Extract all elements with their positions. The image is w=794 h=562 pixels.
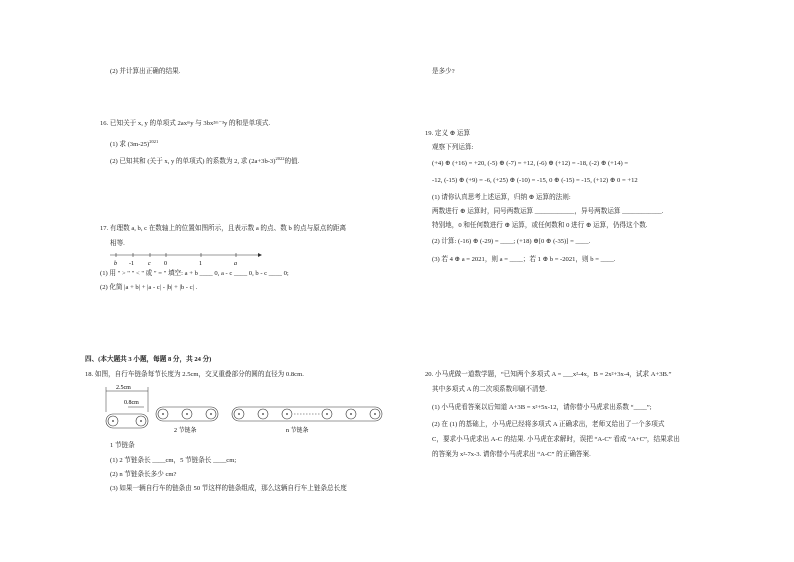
label-c: c [148,261,151,267]
label-n-links: n 节链条 [286,428,309,434]
q16-part2-exponent: 2022 [275,156,285,161]
dim-inner-label: 0.8cm [124,400,139,406]
q16-part2-end: 的值. [284,158,300,165]
q15-part2: (2) 并计算出正确的结果. [110,68,181,75]
number-line [108,250,268,268]
q18-part1: (1) 2 节链条长 ____cm，5 节链条长 ____cm; [110,457,237,464]
q19-part1: (1) 请你认真思考上述运算，归纳 ⊕ 运算的法则: [432,194,571,201]
section-4-header: 四、(本大题共 3 小题，每题 8 分，共 24 分) [85,356,212,363]
q19-examples-1: (+4) ⊕ (+16) = +20, (-5) ⊕ (-7) = +12, (-6) ⊕ (+12) = -18, (-2) ⊕ (+14) = [432,160,629,167]
q18-stem: 18. 如图，自行车链条每节长度为 2.5cm，交叉重叠部分的圆的直径为 0.8cm. [85,371,304,378]
q18-part2: (2) n 节链条长多少 cm? [110,471,177,478]
q20-stem-cont: 其中多项式 A 的二次项系数印刷不清楚. [432,386,547,393]
q19-examples-2: -12, (-15) ⊕ (+9) = -6, (+25) ⊕ (-10) = -15, 0 ⊕ (-15) = -15, (+12) ⊕ 0 = +12 [432,177,638,184]
dim-outer-label: 2.5cm [116,385,131,391]
q19-rule-2: 特别地，0 和任何数进行 ⊕ 运算，或任何数和 0 进行 ⊕ 运算，仍得这个数. [432,222,648,229]
linkn-dot-6 [374,413,376,415]
chain-diagram [100,384,400,440]
q19-observe: 观察下列运算: [432,144,474,151]
q20-stem: 20. 小马虎做一道数学题，“已知两个多项式 A = ___x²-4x，B = 2x²+3x-4，试求 A+3B.” [425,371,672,378]
linkn-dot-4 [326,413,328,415]
linkn-dot-3 [286,413,288,415]
q20-part2-cont: C，要求小马虎求出 A-C 的结果. 小马虎在求解时，误把 “A-C” 看成 “A+C”，结果求出 [432,436,680,443]
label-a: a [234,261,237,267]
linkn-dot-5 [350,413,352,415]
q16-part1-text: (1) 求 (3m-25) [110,141,150,148]
link1-dot-left [112,420,114,422]
label-b: b [114,261,117,267]
number-line-arrow [258,253,262,257]
q19-title: 19. 定义 ⊕ 运算 [425,130,471,137]
q18-continued: 是多少? [432,68,455,75]
q16-part1-exponent: 2021 [149,139,159,144]
q17-part1: (1) 用 " > " " < " 或 " = " 填空: a + b ____ 0, a - c ____ 0, b - c ____ 0; [100,270,289,277]
q16-part1 [110,138,158,149]
q18-part3: (3) 如果一辆自行车的链条由 50 节这样的链条组成，那么这辆自行车上链条总长度 [110,485,347,492]
q17-stem: 17. 有理数 a, b, c 在数轴上的位置如图所示，且表示数 a 的点、数 b 的点与原点的距离 [100,225,347,232]
linkn-dot-2 [262,413,264,415]
label-minus-1: -1 [129,261,134,267]
q16-part2 [110,155,299,166]
linkn-dot-1 [238,413,240,415]
q19-rule-1: 两数进行 ⊕ 运算时，同号两数运算 ____________，异号两数运算 ____________. [432,208,664,215]
link2-dot-3 [210,413,212,415]
label-1-link: 1 节链条 [110,442,135,449]
q20-part1: (1) 小马虎看答案以后知道 A+3B = x²+5x-12，请你替小马虎求出系数 “____”; [432,404,652,411]
link2-dot-2 [186,413,188,415]
link1-dot-right [140,420,142,422]
q16-stem: 16. 已知关于 x, y 的单项式 2axᵐy 与 3bx²ᵐ⁻³y 的和是单项式. [100,120,271,127]
q16-part2-text: (2) 已知其和 (关于 x, y 的单项式) 的系数为 2, 求 (2a+3b-3) [110,158,276,165]
q17-part2: (2) 化简 |a + b| + |a - c| - |b| + |b - c| . [100,284,198,291]
label-2-links: 2 节链条 [174,428,197,434]
link2-dot-1 [162,413,164,415]
label-1: 1 [199,261,202,267]
label-0: 0 [164,261,167,267]
q17-stem-cont: 相等. [110,240,125,247]
q19-part2: (2) 计算: (-16) ⊕ (-29) = ____; (+18) ⊕[0 ⊕ (-35)] = ____. [432,238,591,245]
q20-part2-end: 的答案为 x²-7x-3. 请你替小马虎求出 “A-C” 的正确答案. [432,451,591,458]
q20-part2: (2) 在 (1) 的基础上，小马虎已经将多项式 A 正确求出，老师又给出了一个多项式 [432,421,665,428]
q19-part3: (3) 若 4 ⊕ a = 2021，则 a = ____；若 1 ⊕ b = -2021，则 b = ____. [432,256,616,263]
